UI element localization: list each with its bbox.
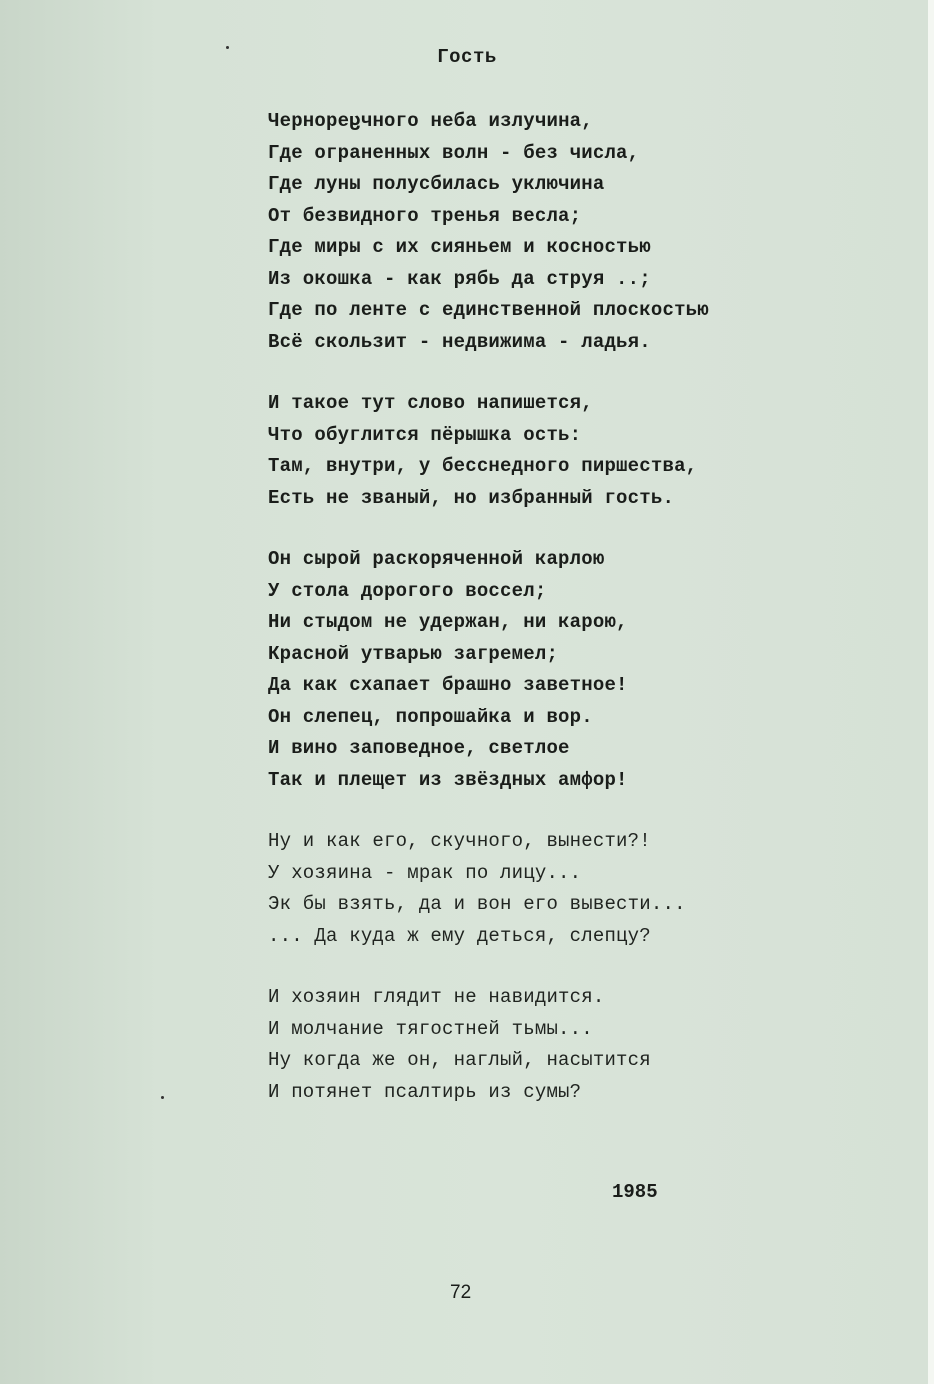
stanza	[268, 826, 908, 952]
poem-line: И хозяин глядит не навидится.	[268, 986, 605, 1008]
poem-line: Ни стыдом не удержан, ни карою,	[268, 611, 628, 633]
poem-line: У хозяина - мрак по лицу...	[268, 861, 582, 884]
stanza	[268, 106, 908, 358]
poem-line: Там, внутри, у бесснедного пиршества,	[268, 455, 698, 477]
stanza	[268, 388, 908, 514]
poem-line: Есть не званый, но избранный гость.	[268, 486, 675, 509]
poem-body	[268, 106, 908, 1138]
poem-line: Из окошка - как рябь да струя ..;	[268, 267, 651, 290]
poem-line: Ну и как его, скучного, вынести?!	[268, 830, 651, 852]
poem-line: Да как схапает брашно заветное!	[268, 674, 628, 696]
poem-line: Где по ленте с единственной плоскостью	[268, 299, 709, 321]
stanza	[268, 544, 908, 796]
poem-line: Всё скользит - недвижима - ладья.	[268, 330, 651, 353]
poem-line: Он слепец, попрошайка и вор.	[268, 705, 593, 728]
poem-line: Что обуглится пёрышка ость:	[268, 423, 582, 446]
poem-line: Чернореჸчного неба излучина,	[268, 110, 593, 132]
poem-line: Где луны полусбилась уключина	[268, 173, 605, 195]
poem-line: Эк бы взять, да и вон его вывести...	[268, 893, 686, 915]
poem-line: Так и плещет из звёздных амфор!	[268, 768, 628, 791]
poem-line: ... Да куда ж ему деться, слепцу?	[268, 924, 651, 947]
poem-line: Где миры с их сияньем и косностью	[268, 236, 651, 258]
poem-line: У стола дорогого воссел;	[268, 579, 547, 602]
poem-line: И вино заповедное, светлое	[268, 737, 570, 759]
poem-line: Где ограненных волн - без числа,	[268, 141, 640, 164]
poem-line: От безвидного тренья весла;	[268, 204, 582, 227]
page-number: 72	[450, 1282, 472, 1303]
poem-line: И молчание тягостней тьмы...	[268, 1017, 593, 1040]
stanza	[268, 982, 908, 1108]
poem-line: Красной утварью загремел;	[268, 642, 559, 665]
poem-year: 1985	[612, 1181, 658, 1203]
page-edge	[928, 0, 934, 1384]
poem-title: Гость	[437, 46, 497, 68]
poem-line: Он сырой раскоряченной карлою	[268, 548, 605, 570]
ink-speck	[161, 1096, 164, 1099]
poem-line: И такое тут слово напишется,	[268, 392, 593, 414]
poem-line: Ну когда же он, наглый, насытится	[268, 1049, 651, 1071]
poem-line: И потянет псалтирь из сумы?	[268, 1080, 582, 1103]
